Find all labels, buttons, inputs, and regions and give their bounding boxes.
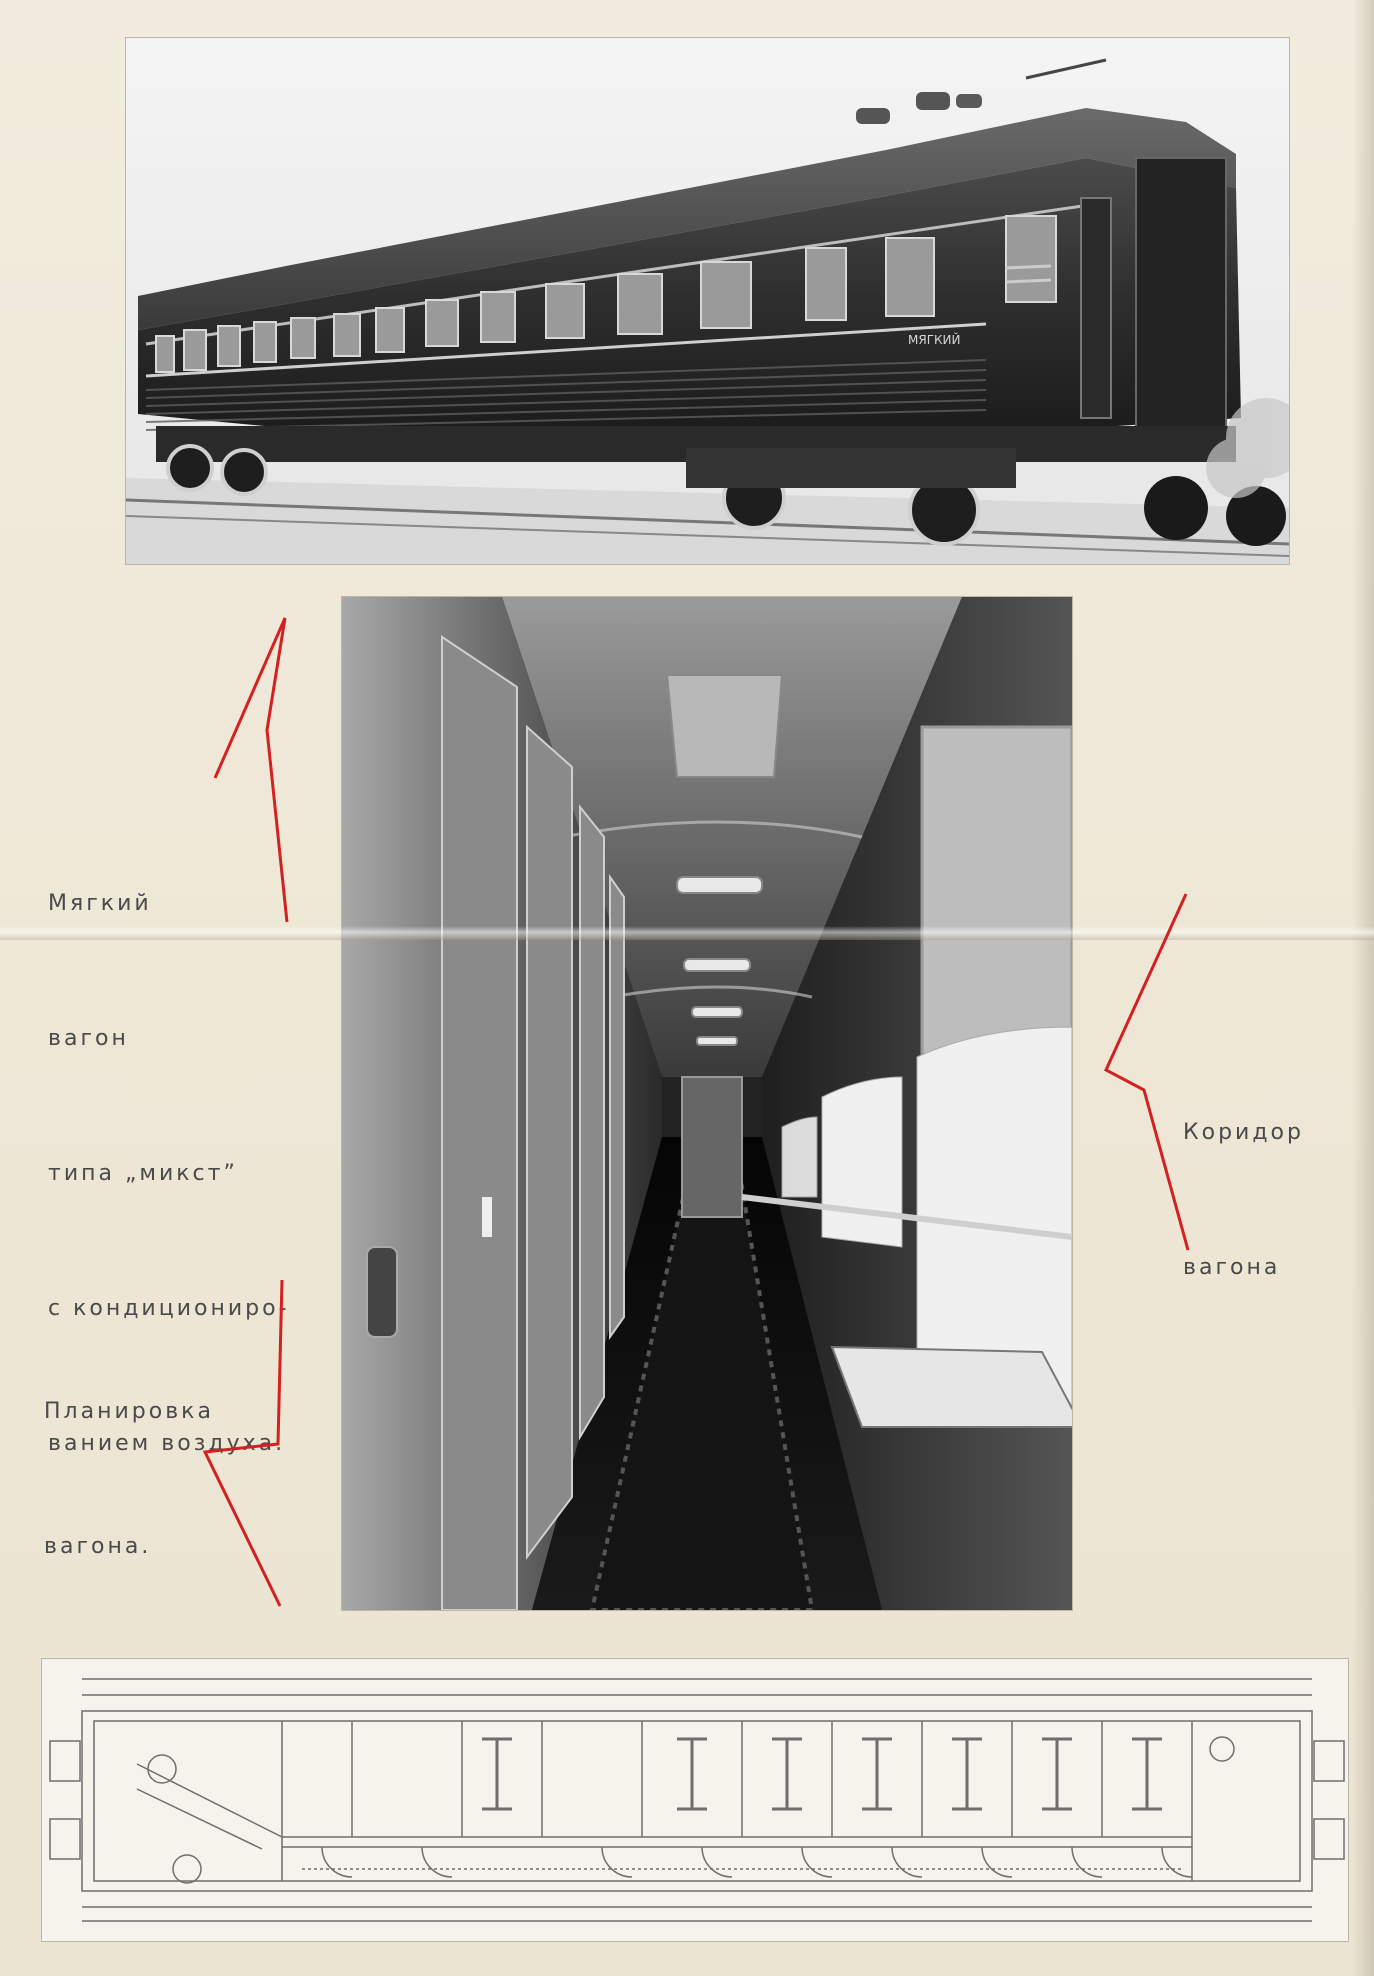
caption-line: с кондициониро- [48, 1296, 290, 1321]
red-arrow-down-icon [200, 1276, 290, 1616]
caption-plan [44, 1299, 214, 1659]
railway-car-exterior-photo [126, 38, 1289, 564]
caption-corridor [1183, 1020, 1304, 1380]
red-arrow-left-icon [1098, 890, 1198, 1260]
caption-line: вагона [1183, 1255, 1281, 1280]
red-arrow-up-icon [205, 612, 295, 932]
railway-car-corridor-photo [342, 597, 1072, 1610]
caption-line: Коридор [1183, 1120, 1304, 1145]
caption-line: Мягкий [48, 891, 152, 916]
caption-line: Планировка [44, 1399, 214, 1424]
caption-line: типа „микст” [48, 1161, 238, 1186]
car-side-lettering: МЯГКИЙ [908, 333, 961, 347]
caption-line: вагон [48, 1026, 129, 1051]
caption-line: ванием воздуха. [48, 1431, 286, 1456]
caption-line: вагона. [44, 1534, 152, 1559]
page-edge-shadow [1352, 0, 1374, 1976]
railway-car-floor-plan-drawing [42, 1659, 1348, 1941]
